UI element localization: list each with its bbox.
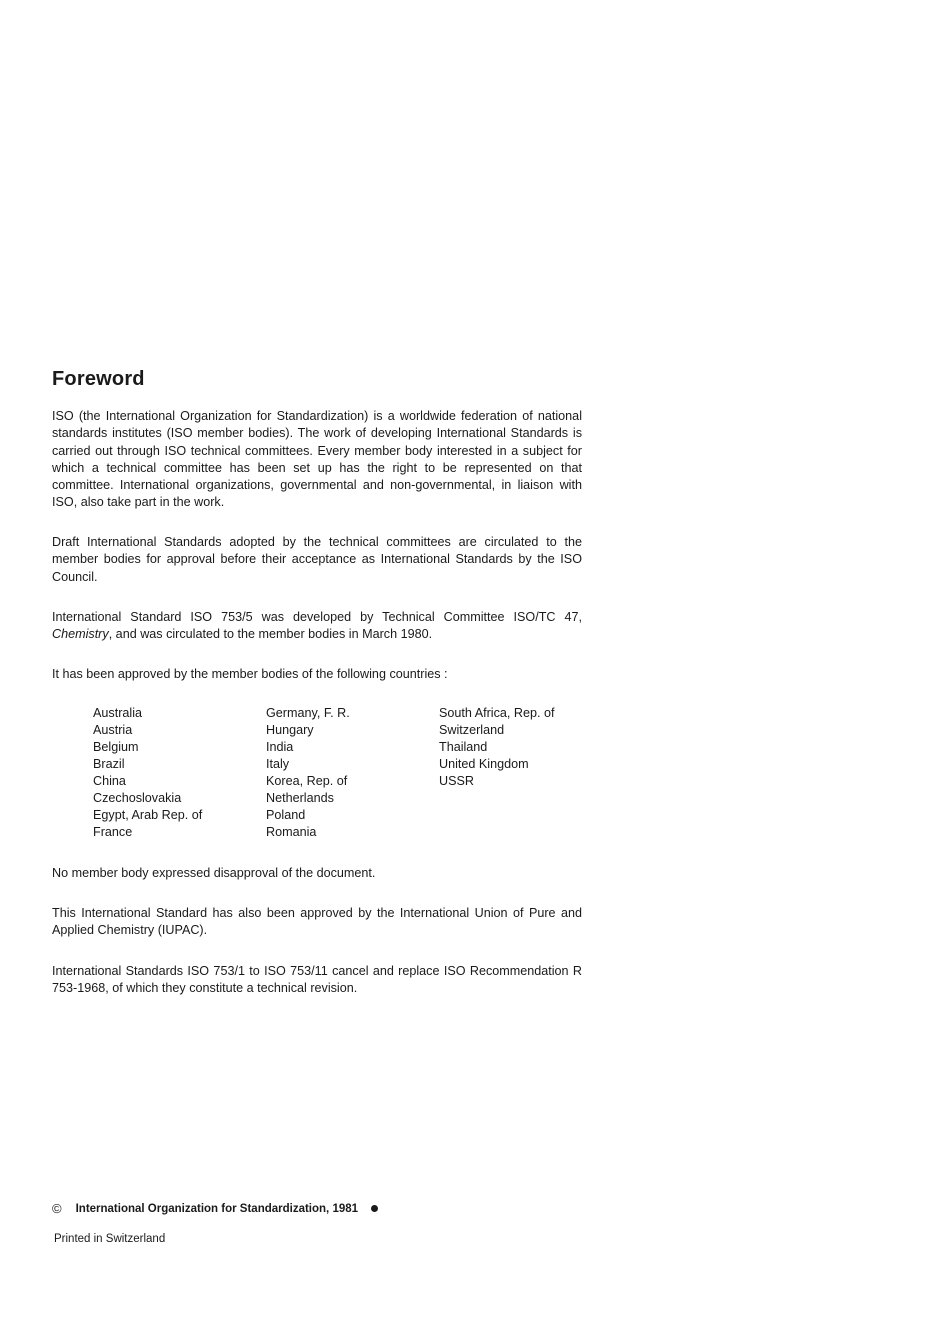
list-item: Netherlands bbox=[266, 791, 334, 805]
list-item: Poland bbox=[266, 808, 306, 822]
list-item: Egypt, Arab Rep. of bbox=[93, 808, 203, 822]
copyright-line bbox=[52, 1201, 378, 1216]
list-item: Switzerland bbox=[439, 723, 505, 737]
paragraph-text: , and was circulated to the member bodies in March 1980. bbox=[108, 627, 433, 642]
paragraph-replacement-note: International Standards ISO 753/1 to ISO 753/11 cancel and replace ISO Recommendation R 753-1968, of which they constitute a technical revision. bbox=[52, 964, 582, 996]
copyright-owner: International Organization for Standardization, 1981 bbox=[75, 1202, 359, 1215]
paragraph-iso-intro: ISO (the International Organization for Standardization) is a worldwide federation of national standards institutes (ISO member bodies). The work of developing International Standards is carried out through ISO technical committees. Every member body interested in a subject for which a technical committee has been set up has the right to be represented on that committee. International organizations, governmental and non-governmental, in liaison with ISO, also take part in the work. bbox=[52, 409, 582, 510]
list-item: Czechoslovakia bbox=[93, 791, 182, 805]
list-item: Austria bbox=[93, 723, 133, 737]
copyright-icon: © bbox=[52, 1201, 62, 1216]
list-item: India bbox=[266, 740, 294, 754]
list-item: South Africa, Rep. of bbox=[439, 706, 555, 720]
list-item: Brazil bbox=[93, 757, 125, 771]
paragraph-draft-standards: Draft International Standards adopted by the technical committees are circulated to the member bodies for approval before their acceptance as International Standards by the ISO Council. bbox=[52, 535, 582, 584]
paragraph-standard-development bbox=[52, 609, 582, 644]
list-item: Korea, Rep. of bbox=[266, 774, 348, 788]
country-list bbox=[93, 705, 599, 841]
country-column-3 bbox=[439, 705, 599, 841]
list-item: Romania bbox=[266, 825, 317, 839]
page-title: Foreword bbox=[52, 368, 145, 390]
list-item: Hungary bbox=[266, 723, 314, 737]
country-column-1 bbox=[93, 705, 266, 841]
printed-location: Printed in Switzerland bbox=[54, 1233, 166, 1245]
bullet-icon bbox=[371, 1205, 378, 1212]
committee-name: Chemistry bbox=[52, 627, 109, 642]
country-column-2 bbox=[266, 705, 439, 841]
list-item: Belgium bbox=[93, 740, 139, 754]
list-item: United Kingdom bbox=[439, 757, 529, 771]
list-item: France bbox=[93, 825, 133, 839]
list-item: USSR bbox=[439, 774, 474, 788]
paragraph-approval-intro: It has been approved by the member bodies of the following countries : bbox=[52, 667, 448, 681]
list-item: Thailand bbox=[439, 740, 488, 754]
list-item: China bbox=[93, 774, 126, 788]
paragraph-iupac-approval: This International Standard has also been approved by the International Union of Pure and Applied Chemistry (IUPAC). bbox=[52, 906, 582, 938]
paragraph-no-disapproval: No member body expressed disapproval of the document. bbox=[52, 866, 376, 880]
list-item: Australia bbox=[93, 706, 142, 720]
list-item: Germany, F. R. bbox=[266, 706, 350, 720]
paragraph-text: International Standard ISO 753/5 was developed by Technical Committee ISO/TC 47, bbox=[52, 610, 582, 624]
list-item: Italy bbox=[266, 757, 290, 771]
